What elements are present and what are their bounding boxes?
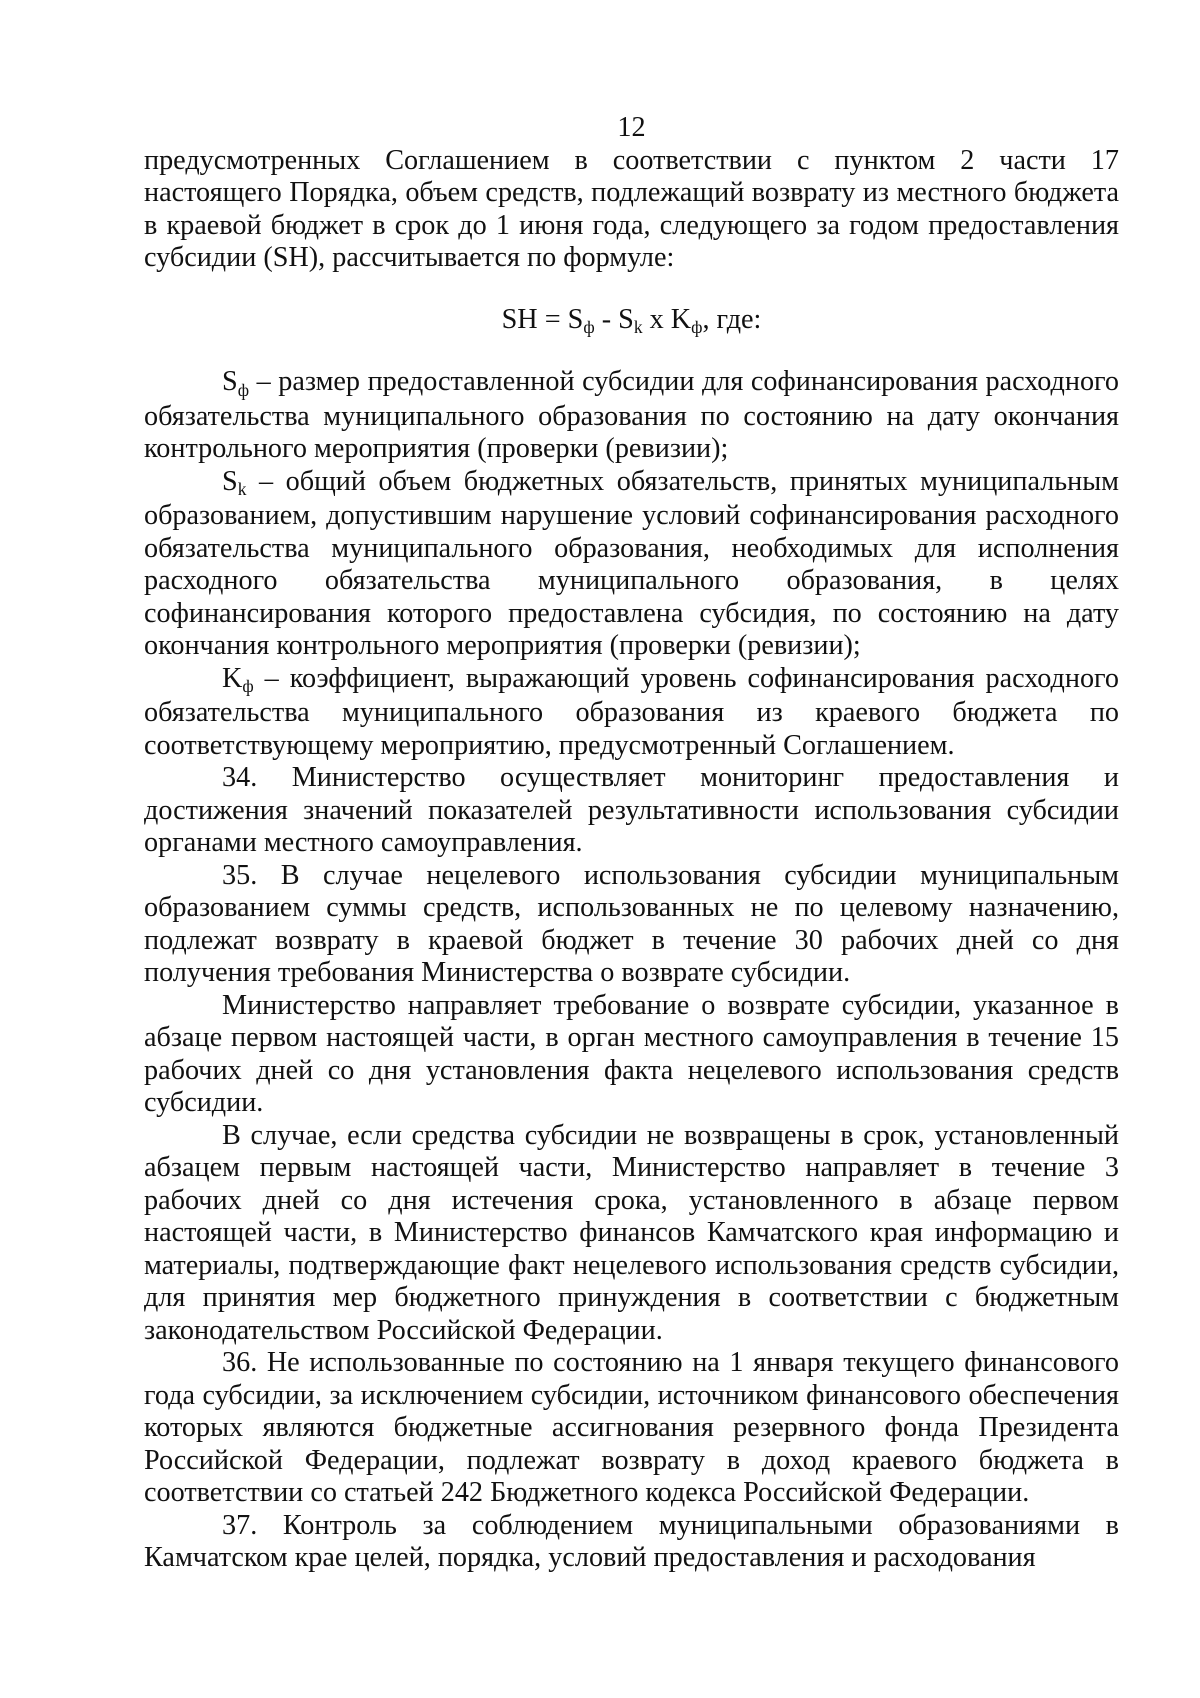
- definition-sk: $S_k$ – общий объем бюджетных обязательств, принятых муниципальным образованием, допустившим нарушение условий софинансирования расходного обязательства муниципального образования, необходимых для исполнения расходного обязательства муниципального образования, в целях софинансирования которого предоставлена субсидия, по состоянию на дату окончания контрольного мероприятия (проверки (ревизии);: [144, 465, 1119, 661]
- definition-sf: $S_ф$ – размер предоставленной субсидии для софинансирования расходного обязательства муниципального образования по состоянию на дату окончания контрольного мероприятия (проверки (ревизии);: [144, 366, 1119, 464]
- paragraph-35-third: В случае, если средства субсидии не возвращены в срок, установленный абзацем первым настоящей части, Министерство направляет в течение 3 рабочих дней со дня истечения срока, установленного в абзаце первом настоящей части, в Министерство финансов Камчатского края информацию и материалы, подтверждающие факт нецелевого использования средств субсидии, для принятия мер бюджетного принуждения в соответствии с бюджетным законодательством Российской Федерации.: [144, 1119, 1119, 1346]
- document-page: [144, 112, 1119, 1575]
- definition-kf: $K_ф$ – коэффициент, выражающий уровень софинансирования расходного обязательства муниципального образования из краевого бюджета по соответствующему мероприятию, предусмотренный Соглашением.: [144, 662, 1119, 761]
- paragraph-intro: предусмотренных Соглашением в соответствии с пунктом 2 части 17 настоящего Порядка, объем средств, подлежащий возврату из местного бюджета в краевой бюджет в срок до 1 июня года, следующего за годом предоставления субсидии (SН), рассчитывается по формуле:: [144, 144, 1119, 273]
- paragraph-34: 34. Министерство осуществляет мониторинг предоставления и достижения значений показателей результативности использования субсидии органами местного самоуправления.: [144, 762, 1119, 858]
- paragraph-35-second: Министерство направляет требование о возврате субсидии, указанное в абзаце первом настоящей части, в орган местного самоуправления в течение 15 рабочих дней со дня установления факта нецелевого использования средств субсидии.: [144, 989, 1119, 1118]
- paragraph-36: 36. Не использованные по состоянию на 1 января текущего финансового года субсидии, за исключением субсидии, источником финансового обеспечения которых являются бюджетные ассигнования резервного фонда Президента Российской Федерации, подлежат возврату в доход краевого бюджета в соответствии со статьей 242 Бюджетного кодекса Российской Федерации.: [144, 1347, 1119, 1508]
- paragraph-35: 35. В случае нецелевого использования субсидии муниципальным образованием суммы средств, использованных не по целевому назначению, подлежат возврату в краевой бюджет в течение 30 рабочих дней со дня получения требования Министерства о возврате субсидии.: [144, 859, 1119, 988]
- formula: SН = $S_ф - S_k$ x $K_ф$, где:: [501, 303, 762, 338]
- paragraph-37: 37. Контроль за соблюдением муниципальными образованиями в Камчатском крае целей, порядка, условий предоставления и расходования: [144, 1509, 1119, 1573]
- page-number: 12: [617, 112, 646, 143]
